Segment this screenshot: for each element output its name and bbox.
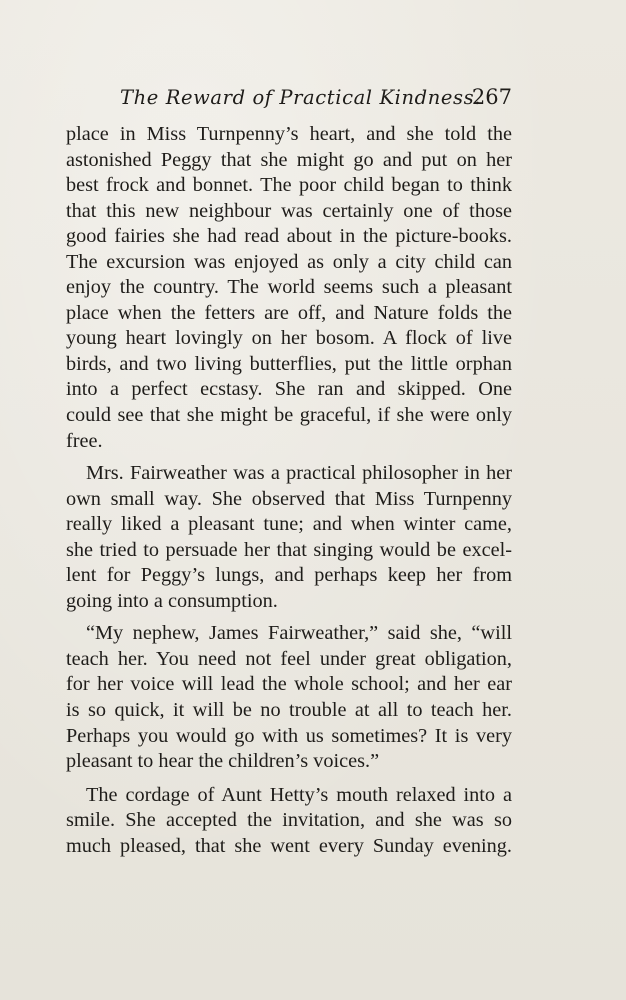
page-header xyxy=(66,84,512,116)
text-line: birds, and two living butterflies, put the little orphan xyxy=(66,352,512,375)
text-line: much pleased, that she went every Sunday evening. xyxy=(66,834,512,857)
text-line: own small way. She observed that Miss Turnpenny xyxy=(66,487,512,510)
text-line: into a perfect ecstasy. She ran and skipped. One xyxy=(66,378,512,401)
text-line: she tried to persuade her that singing would be excel- xyxy=(66,538,512,561)
paragraph xyxy=(66,122,512,454)
text-line: could see that she might be graceful, if she were only xyxy=(66,404,512,427)
text-line: that this new neighbour was certainly one of those xyxy=(66,199,512,222)
text-line: for her voice will lead the whole school; and her ear xyxy=(66,673,512,696)
paragraph-gap xyxy=(66,775,512,783)
text-line: free. xyxy=(66,429,103,452)
text-line: lent for Peggy’s lungs, and perhaps keep her from xyxy=(66,564,512,587)
text-line: smile. She accepted the invitation, and she was so xyxy=(66,809,512,832)
text-line: Mrs. Fairweather was a practical philosopher in her xyxy=(86,462,512,485)
text-line: good fairies she had read about in the picture-books. xyxy=(66,225,512,248)
page-number: 267 xyxy=(471,85,512,109)
text-line: The excursion was enjoyed as only a city child can xyxy=(66,250,512,273)
paragraph xyxy=(66,783,512,860)
paragraph-gap xyxy=(66,614,512,621)
text-line: teach her. You need not feel under great obligation, xyxy=(66,647,512,670)
body-text xyxy=(66,122,512,859)
text-line: place when the fetters are off, and Nature folds the xyxy=(66,301,512,324)
text-line: going into a consumption. xyxy=(66,589,278,612)
text-line: best frock and bonnet. The poor child began to think xyxy=(66,174,512,197)
paragraph xyxy=(66,621,512,774)
text-line: enjoy the country. The world seems such a pleasant xyxy=(66,276,512,299)
running-title: The Reward of Practical Kindness. xyxy=(120,86,482,109)
text-line: is so quick, it will be no trouble at all to teach her. xyxy=(66,699,512,722)
paragraph-gap xyxy=(66,454,512,461)
text-line: The cordage of Aunt Hetty’s mouth relaxed into a xyxy=(86,783,512,806)
text-line: young heart lovingly on her bosom. A flock of live xyxy=(66,327,512,350)
text-line: pleasant to hear the children’s voices.” xyxy=(66,750,380,773)
text-line: astonished Peggy that she might go and put on her xyxy=(66,148,512,171)
text-line: “My nephew, James Fairweather,” said she, “will xyxy=(86,622,512,645)
text-line: Perhaps you would go with us sometimes? It is very xyxy=(66,724,512,747)
paragraph xyxy=(66,461,512,614)
text-line: place in Miss Turnpenny’s heart, and she told the xyxy=(66,123,512,145)
text-line: really liked a pleasant tune; and when winter came, xyxy=(66,513,512,536)
